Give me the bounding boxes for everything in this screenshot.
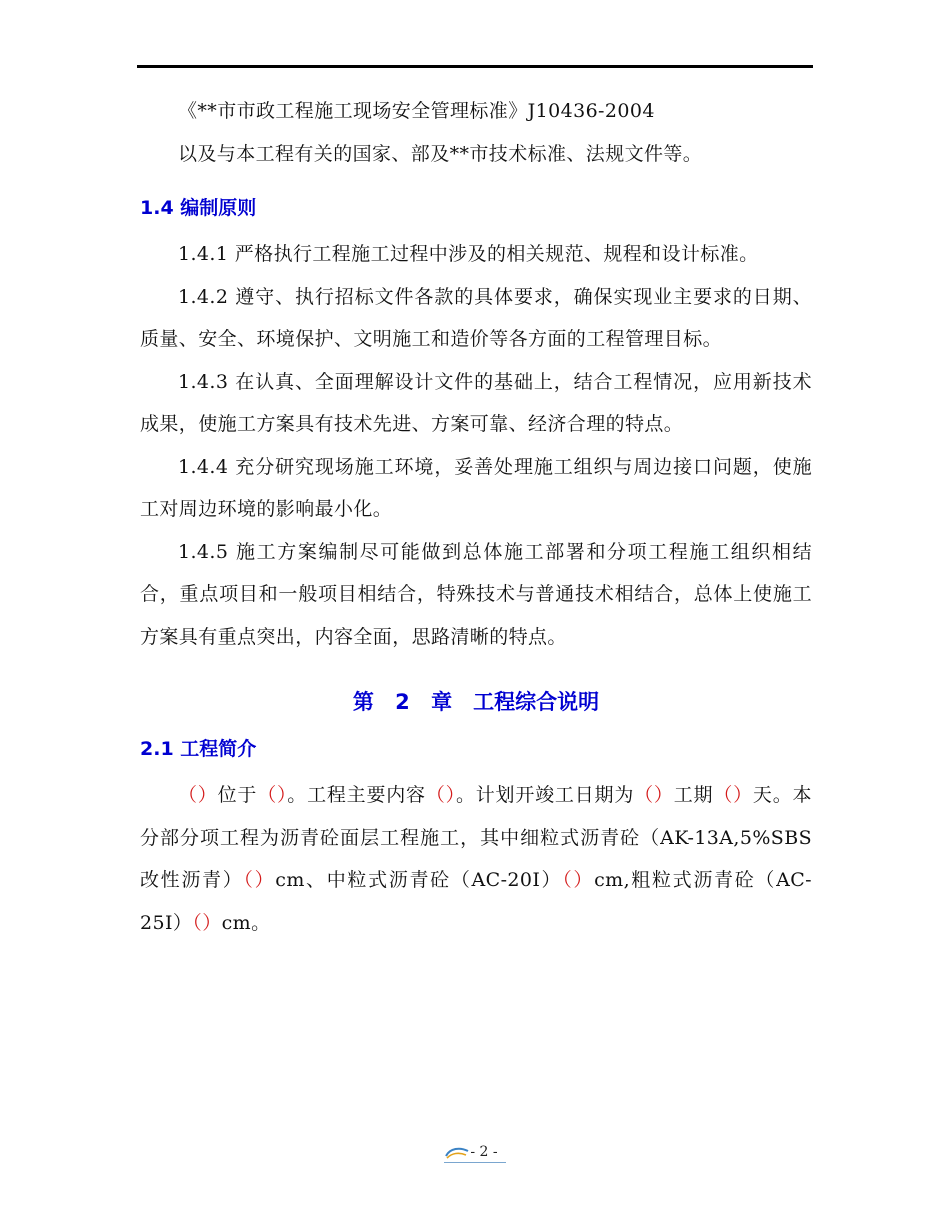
principle-item-1-4-2: 1.4.2 遵守、执行招标文件各款的具体要求，确保实现业主要求的日期、质量、安全、环境保护、文明施工和造价等各方面的工程管理目标。 xyxy=(140,285,812,350)
principle-item-1-4-5: 1.4.5 施工方案编制尽可能做到总体施工部署和分项工程施工组织相结合，重点项目和一般项目相结合，特殊技术与普通技术相结合，总体上使施工方案具有重点突出，内容全面，思路清晰的特点。 xyxy=(140,540,812,648)
paragraph-text: 。计划开竣工日期为 xyxy=(455,784,635,806)
paragraph-text: 。工程主要内容 xyxy=(287,784,426,806)
project-overview-paragraph xyxy=(140,774,812,944)
paragraph-text: cm,粗粒式沥青砼（AC-25I） xyxy=(140,869,812,934)
section-heading-2-1: 2.1 工程简介 xyxy=(140,738,257,760)
paragraph-text: 工期 xyxy=(673,784,714,806)
blank-placeholder: （） xyxy=(634,784,674,806)
document-body xyxy=(140,90,812,944)
principle-item-1-4-4: 1.4.4 充分研究现场施工环境，妥善处理施工组织与周边接口问题，使施工对周边环境的影响最小化。 xyxy=(140,455,812,520)
paragraph-text: 天。本分部分项工程为沥青砼面层工程施工，其中细粒式沥青砼（AK-13A,5%SBS改性沥青） xyxy=(140,784,812,891)
chapter-title: 第 2 章 工程综合说明 xyxy=(352,690,600,714)
footer-logo-icon xyxy=(444,1146,470,1160)
principle-item-1-4-3: 1.4.3 在认真、全面理解设计文件的基础上，结合工程情况，应用新技术成果，使施工方案具有技术先进、方案可靠、经济合理的特点。 xyxy=(140,370,812,435)
page-number-badge xyxy=(444,1142,505,1163)
page-number: - 2 - xyxy=(470,1144,498,1160)
blank-placeholder: （） xyxy=(425,784,456,806)
spacer xyxy=(140,175,812,187)
blank-placeholder: （） xyxy=(192,911,222,934)
section-heading-1-4: 1.4 编制原则 xyxy=(140,197,257,219)
blank-placeholder: （） xyxy=(713,784,753,806)
standard-reference: 《**市市政工程施工现场安全管理标准》J10436-2004 xyxy=(178,100,655,122)
paragraph-text: cm、中粒式沥青砼（AC-20I） xyxy=(275,869,563,891)
blank-placeholder: （） xyxy=(562,869,595,891)
standards-note: 以及与本工程有关的国家、部及**市技术标准、法规文件等。 xyxy=(178,142,703,165)
header-rule xyxy=(137,65,813,68)
principle-item-1-4-1: 1.4.1 严格执行工程施工过程中涉及的相关规范、规程和设计标准。 xyxy=(178,243,759,265)
paragraph-text: 位于 xyxy=(217,784,258,806)
page-footer xyxy=(0,1141,950,1163)
paragraph-text: cm。 xyxy=(221,911,271,934)
blank-placeholder: （） xyxy=(243,869,276,891)
spacer xyxy=(140,658,812,680)
blank-placeholder: （） xyxy=(257,784,288,806)
blank-placeholder: （） xyxy=(178,784,218,806)
